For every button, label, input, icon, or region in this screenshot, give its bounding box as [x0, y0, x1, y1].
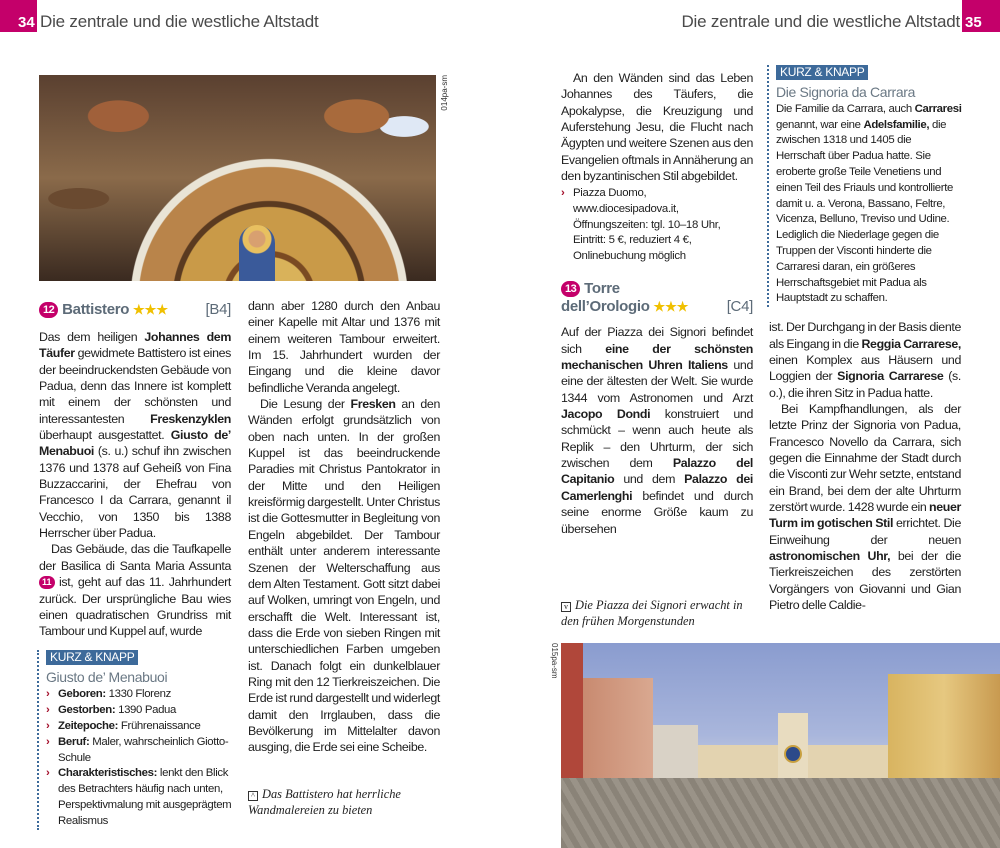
map-grid-ref: [B4] — [205, 301, 231, 318]
fact-item — [46, 766, 237, 829]
sight-number-badge: 13 — [561, 281, 580, 297]
text-run: genannt, war eine — [776, 118, 864, 131]
fact-key: Beruf: — [58, 735, 90, 748]
bold-text-run: neuer Turm im gotischen Stil — [769, 499, 961, 531]
right-page-columns — [561, 65, 1000, 629]
chevron-right-icon: › — [46, 719, 50, 732]
photo-caption-left — [248, 786, 448, 818]
right-page-flow — [550, 65, 1000, 848]
kurz-knapp-text — [776, 102, 963, 307]
running-head-right: Die zentrale und die westliche Altstadt — [681, 12, 960, 31]
heading-torre-orologio — [561, 280, 753, 316]
page-number-left: 34 — [0, 0, 37, 32]
right-column-1-stack — [561, 65, 753, 629]
fact-key: Zeitepoche: — [58, 719, 119, 732]
bold-text-run: Jacopo Dondi — [561, 407, 651, 422]
building-left — [561, 643, 583, 788]
sight-title-line1: Torre — [584, 280, 620, 298]
bold-text-run: Johannes dem Täufer — [39, 330, 231, 361]
page-number-right: 35 — [962, 0, 1000, 32]
bold-text-run: Palazzo dei Camerlenghi — [561, 472, 753, 503]
fact-key: Charakteristisches: — [58, 767, 158, 780]
chevron-right-icon: › — [46, 735, 50, 748]
right-column-2-stack — [769, 65, 965, 613]
fact-item — [46, 719, 237, 735]
text-run: konstruiert und schmückt – wenn auch heute als Replik – den Uhrturm, der sich zwischen dem — [561, 407, 753, 471]
fact-key: Gestorben: — [58, 704, 116, 717]
text-run: ist, geht auf das 11. Jahrhundert zurück. Der ursprüngliche Bau wies einen quadratischen Grundriss mit Tambour und Kuppel auf, wurde — [39, 575, 231, 639]
fact-item — [46, 703, 237, 719]
bold-text-run: Fresken — [350, 397, 396, 412]
photo-piazza-dei-signori — [561, 643, 1000, 848]
bold-text-run: astronomischen Uhr, — [769, 548, 891, 563]
chevron-right-icon: › — [46, 688, 50, 701]
sight-reference-marker: 11 — [39, 576, 55, 589]
photo-code-right: 015pa-sm — [550, 642, 559, 679]
text-run: Die Familie da Carrara, auch — [776, 102, 915, 115]
left-column-1-stack — [39, 298, 231, 830]
photo-piazza-wrapper — [550, 642, 1000, 848]
chevron-right-icon: › — [46, 704, 50, 717]
kurz-knapp-box-carrara — [767, 65, 963, 307]
sight-title: Battistero — [62, 301, 130, 318]
kurz-knapp-title: Giusto de’ Menabuoi — [46, 669, 168, 686]
photo-code-left: 014pa-sm — [440, 75, 449, 111]
text-run: Bei Kampfhandlungen, als der letzte Prinz der Signoria von Padua, Francesco Novello da Carrara, sich gegen die Einnahme der Stadt durch die Visconti zur Wehr setzte, entstand ein Brand, bei dem der alte Uhrturm zerstört wurde. 1428 wurde ein — [769, 401, 961, 514]
chevron-right-icon: › — [46, 767, 50, 780]
sight-title-line2: dell’Orologio — [561, 298, 650, 316]
kurz-knapp-box-menabuoi — [37, 650, 237, 830]
fact-value: 1390 Padua — [115, 704, 177, 717]
text-run: (s. u.) schuf ihn zwischen 1376 und 1378 auf Geheiß von Fina Buzzaccarini, der Ehefrau von Francesco I da Carrara, genannt il Vecchio, von 1350 bis 1388 Herrscher über Padua. — [39, 444, 231, 541]
text-run: Die Lesung der — [260, 397, 351, 412]
text-run: dann aber 1280 durch den Anbau einer Kapelle mit Altar und 1376 mit einem weiteren Tambour erweitert. Im 15. Jahrhundert wurden der Eingang und die kleine davor befindliche Veranda angelegt. — [248, 299, 440, 395]
paragraph — [769, 401, 961, 613]
bold-text-run: Reggia Carrarese, — [861, 336, 962, 351]
fact-value: Maler, wahrscheinlich Giotto-Schule — [58, 735, 229, 764]
text-run: die zwischen 1318 und 1405 die Herrschaft über Padua hatte. Sie eroberte große Teile Venetiens und einen Teil des Friauls und kontrollierte damit u. a. Verona, Bassano, Feltre, Vicenza, Belluno, Treviso und Udine. Lediglich die Niederlage gegen die Truppen der Visconti hinderte die Carraresi daran, ein größeres Herrschaftsgebiet mit Padua als Hauptstadt zu schaffen. — [776, 118, 954, 305]
photo-caption-right — [561, 597, 761, 629]
building-right — [888, 674, 1000, 788]
right-column-1-top — [561, 70, 753, 184]
fact-item — [46, 735, 237, 767]
map-grid-ref: [C4] — [726, 298, 753, 316]
text-run: ist. Der Durchgang in der Basis diente als Eingang in die — [769, 320, 961, 351]
text-run: bei der die Tierkreiszeichen des zerstörten Vorgängers von Giovanni und Gian Pietro delle Caldie- — [769, 548, 961, 612]
fact-key: Geboren: — [58, 688, 106, 701]
running-head-left: Die zentrale und die westliche Altstadt — [40, 12, 319, 31]
text-run: an den Wänden erfolgt grundsätzlich von oben nach unten. In der großen Kuppel ist das beeindruckende Paradies mit Christus Pantokrator in der Mitte und den Heiligen kreisförmig dargestellt. Unter Christus ist die Gottesmutter in Begleitung von Engeln abgebildet. Der Tambour enthält unter anderem interessante Szenen der Welterschaffung aus dem Alten Testament. Gott sitzt dabei auf Wolken, umringt von Engeln, und erschafft die Welt. Interessant ist, dass die Erde von sieben Ringen mit unterschiedlichen Farben umgeben ist. Danach folgt ein dunkelblauer Ring mit den 12 Tierkreiszeichen. Die Erde ist rund dargestellt und widerlegt damit den Irrglauben, dass die Bevölkerung im Mittelalter davon ausging, die Erde sei eine Scheibe. — [248, 397, 440, 755]
bold-text-run: Palazzo del Capitanio — [561, 456, 754, 487]
text-run: Das Gebäude, das die Taufkapelle der Basilica di Santa Maria Assunta — [39, 542, 231, 573]
text-run: errichtet. Die Einweihung der neuen — [769, 516, 962, 547]
text-run: überhaupt ausgestattet. — [39, 428, 171, 443]
paragraph — [561, 324, 753, 536]
bold-text-run: Carraresi — [914, 102, 962, 115]
paragraph — [561, 70, 753, 184]
bold-text-run: eine der schönsten mechanischen Uhren Italiens — [561, 341, 753, 373]
paragraph — [248, 396, 440, 756]
right-column-1-bottom — [561, 324, 753, 536]
left-column-2-stack — [248, 298, 440, 818]
bold-text-run: Giusto de’ Menabuoi — [39, 428, 231, 459]
text-run: Das dem heiligen — [39, 330, 145, 344]
bold-text-run: Freskenzyklen — [150, 411, 231, 426]
text-run: gewidmete Battistero ist eines der beeindruckendsten Gebäude von Padua, denn das Innere ist komplett mit einem der schönsten und interessantesten — [39, 346, 231, 426]
caption-text: Die Piazza dei Signori erwacht in den frühen Morgenstunden — [561, 597, 743, 628]
rating-stars: ★★★ — [653, 299, 689, 315]
photo-battistero-fresco — [39, 75, 436, 281]
christ-pantokrator-figure — [239, 225, 275, 281]
fact-list — [46, 687, 237, 829]
info-text: Piazza Duomo, www.diocesipadova.it, Öffnungszeiten: tgl. 10–18 Uhr, Eintritt: 5 €, reduziert 4 €, Onlinebuchung möglich — [573, 187, 721, 262]
paragraph — [39, 329, 231, 541]
rating-stars: ★★★ — [133, 302, 168, 317]
info-line — [561, 186, 753, 264]
left-column-1 — [39, 329, 231, 640]
pavement — [561, 778, 1000, 848]
arrow-up-icon: ^ — [248, 791, 258, 801]
sight-number-badge: 12 — [39, 302, 58, 318]
paragraph — [769, 319, 961, 401]
fact-value: lenkt den Blick des Betrachters häufig nach unten, Perspektivmalung mit ausgeprägtem Realismus — [58, 767, 232, 827]
left-column-2 — [248, 298, 440, 756]
arrow-down-icon: v — [561, 602, 571, 612]
text-run: (s. o.), die ihren Sitz in Padua hatte. — [769, 369, 961, 400]
heading-battistero — [39, 301, 231, 319]
bold-text-run: Adelsfamilie, — [863, 118, 930, 131]
text-run: einen Komplex aus Häusern und Loggien der — [769, 352, 961, 384]
bold-text-run: Signoria Carrarese — [837, 369, 944, 384]
left-page-columns — [39, 298, 444, 830]
building-left-2 — [583, 678, 653, 793]
kurz-knapp-label: KURZ & KNAPP — [46, 650, 138, 665]
right-column-2 — [769, 319, 961, 613]
fact-value: 1330 Florenz — [105, 688, 171, 701]
kurz-knapp-label: KURZ & KNAPP — [776, 65, 868, 80]
fact-item — [46, 687, 237, 703]
text-run: und dem — [614, 472, 685, 487]
text-run: befindet und durch seine enorme Größe kaum zu übersehen — [561, 488, 753, 536]
paragraph — [39, 541, 231, 639]
chevron-right-icon: › — [561, 187, 565, 200]
text-run: und eine der ältesten der Welt. Sie wurde 1344 vom Astronomen und Arzt — [561, 358, 753, 405]
fact-value: Frührenaissance — [118, 719, 201, 732]
paragraph — [248, 298, 440, 396]
text-run: Auf der Piazza dei Signori befindet sich — [561, 325, 753, 356]
caption-text: Das Battistero hat herrliche Wandmalereien zu bieten — [248, 786, 401, 817]
kurz-knapp-title: Die Signoria da Carrara — [776, 83, 916, 100]
text-run: An den Wänden sind das Leben Johannes des Täufers, die Apokalypse, die Kreuzigung und Auferstehung Jesu, die Flucht nach Ägypten und weitere Szenen aus den Evangelien oftmals in Annäherung an den byzantinischen Stil abgebildet. — [561, 71, 753, 184]
